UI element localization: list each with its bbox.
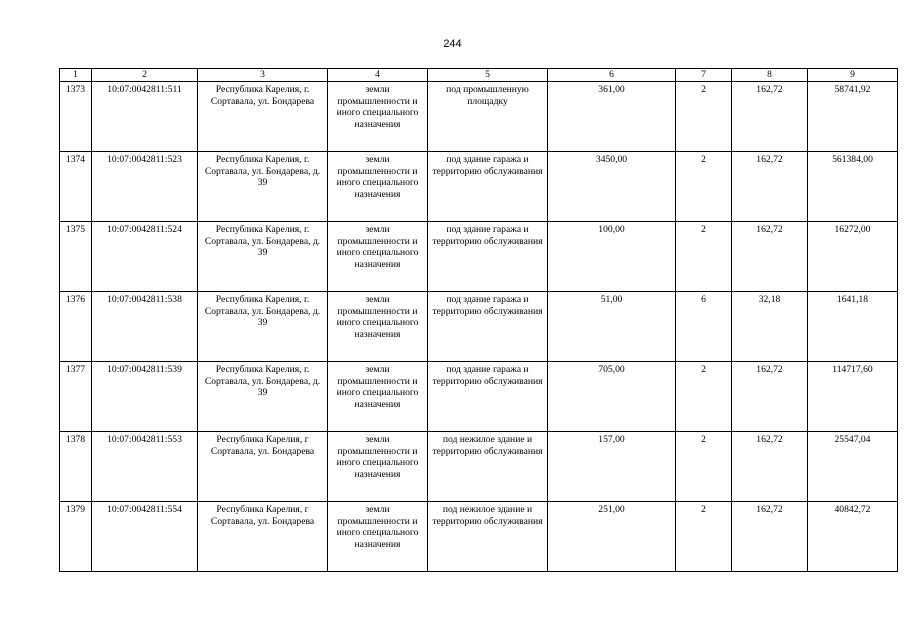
- cadastral-value: 561384,00: [808, 152, 898, 222]
- permitted-use: под здание гаража и территорию обслуживания: [428, 362, 548, 432]
- area: 705,00: [548, 362, 676, 432]
- row-index: 1374: [60, 152, 92, 222]
- rate: 32,18: [732, 292, 808, 362]
- table-row: [60, 362, 898, 432]
- column-header: 2: [92, 69, 198, 82]
- land-category: земли промышленности и иного специального назначения: [328, 502, 428, 572]
- table-row: [60, 222, 898, 292]
- cadastral-number: 10:07:0042811:539: [92, 362, 198, 432]
- area: 361,00: [548, 82, 676, 152]
- column-header: 8: [732, 69, 808, 82]
- rate: 162,72: [732, 82, 808, 152]
- address: Республика Карелия, г. Сортавала, ул. Бондарева, д. 39: [198, 222, 328, 292]
- group: 2: [676, 152, 732, 222]
- area: 100,00: [548, 222, 676, 292]
- row-index: 1378: [60, 432, 92, 502]
- cadastral-value: 58741,92: [808, 82, 898, 152]
- group: 2: [676, 222, 732, 292]
- row-index: 1375: [60, 222, 92, 292]
- cadastral-number: 10:07:0042811:524: [92, 222, 198, 292]
- address: Республика Карелия, г. Сортавала, ул. Бондарева, д. 39: [198, 362, 328, 432]
- permitted-use: под здание гаража и территорию обслуживания: [428, 292, 548, 362]
- rate: 162,72: [732, 222, 808, 292]
- row-index: 1377: [60, 362, 92, 432]
- rate: 162,72: [732, 432, 808, 502]
- table-row: [60, 292, 898, 362]
- group: 2: [676, 502, 732, 572]
- permitted-use: под нежилое здание и территорию обслуживания: [428, 502, 548, 572]
- permitted-use: под промышленную площадку: [428, 82, 548, 152]
- land-category: земли промышленности и иного специального назначения: [328, 222, 428, 292]
- land-parcel-table: [59, 68, 898, 572]
- land-category: земли промышленности и иного специального назначения: [328, 152, 428, 222]
- column-header: 7: [676, 69, 732, 82]
- column-header: 4: [328, 69, 428, 82]
- cadastral-number: 10:07:0042811:538: [92, 292, 198, 362]
- address: Республика Карелия, г. Сортавала, ул. Бондарева: [198, 82, 328, 152]
- group: 2: [676, 432, 732, 502]
- address: Республика Карелия, г Сортавала, ул. Бондарева: [198, 432, 328, 502]
- permitted-use: под нежилое здание и территорию обслуживания: [428, 432, 548, 502]
- area: 157,00: [548, 432, 676, 502]
- table-row: [60, 82, 898, 152]
- area: 51,00: [548, 292, 676, 362]
- address: Республика Карелия, г. Сортавала, ул. Бондарева, д. 39: [198, 292, 328, 362]
- column-header: 9: [808, 69, 898, 82]
- cadastral-value: 114717,60: [808, 362, 898, 432]
- row-index: 1376: [60, 292, 92, 362]
- cadastral-value: 25547,04: [808, 432, 898, 502]
- cadastral-value: 16272,00: [808, 222, 898, 292]
- column-number-row: [60, 69, 898, 82]
- cadastral-number: 10:07:0042811:523: [92, 152, 198, 222]
- table-row: [60, 432, 898, 502]
- cadastral-value: 40842,72: [808, 502, 898, 572]
- table-row: [60, 152, 898, 222]
- address: Республика Карелия, г. Сортавала, ул. Бондарева, д. 39: [198, 152, 328, 222]
- permitted-use: под здание гаража и территорию обслуживания: [428, 152, 548, 222]
- group: 2: [676, 362, 732, 432]
- land-category: земли промышленности и иного специального назначения: [328, 432, 428, 502]
- page-number: 244: [443, 38, 462, 50]
- column-header: 6: [548, 69, 676, 82]
- column-header: 3: [198, 69, 328, 82]
- rate: 162,72: [732, 152, 808, 222]
- land-category: земли промышленности и иного специального назначения: [328, 362, 428, 432]
- group: 2: [676, 82, 732, 152]
- rate: 162,72: [732, 502, 808, 572]
- land-category: земли промышленности и иного специального назначения: [328, 292, 428, 362]
- cadastral-number: 10:07:0042811:553: [92, 432, 198, 502]
- address: Республика Карелия, г Сортавала, ул. Бондарева: [198, 502, 328, 572]
- row-index: 1373: [60, 82, 92, 152]
- cadastral-number: 10:07:0042811:554: [92, 502, 198, 572]
- area: 3450,00: [548, 152, 676, 222]
- column-header: 5: [428, 69, 548, 82]
- permitted-use: под здание гаража и территорию обслуживания: [428, 222, 548, 292]
- land-category: земли промышленности и иного специального назначения: [328, 82, 428, 152]
- row-index: 1379: [60, 502, 92, 572]
- area: 251,00: [548, 502, 676, 572]
- group: 6: [676, 292, 732, 362]
- table-row: [60, 502, 898, 572]
- cadastral-value: 1641,18: [808, 292, 898, 362]
- rate: 162,72: [732, 362, 808, 432]
- column-header: 1: [60, 69, 92, 82]
- cadastral-number: 10:07:0042811:511: [92, 82, 198, 152]
